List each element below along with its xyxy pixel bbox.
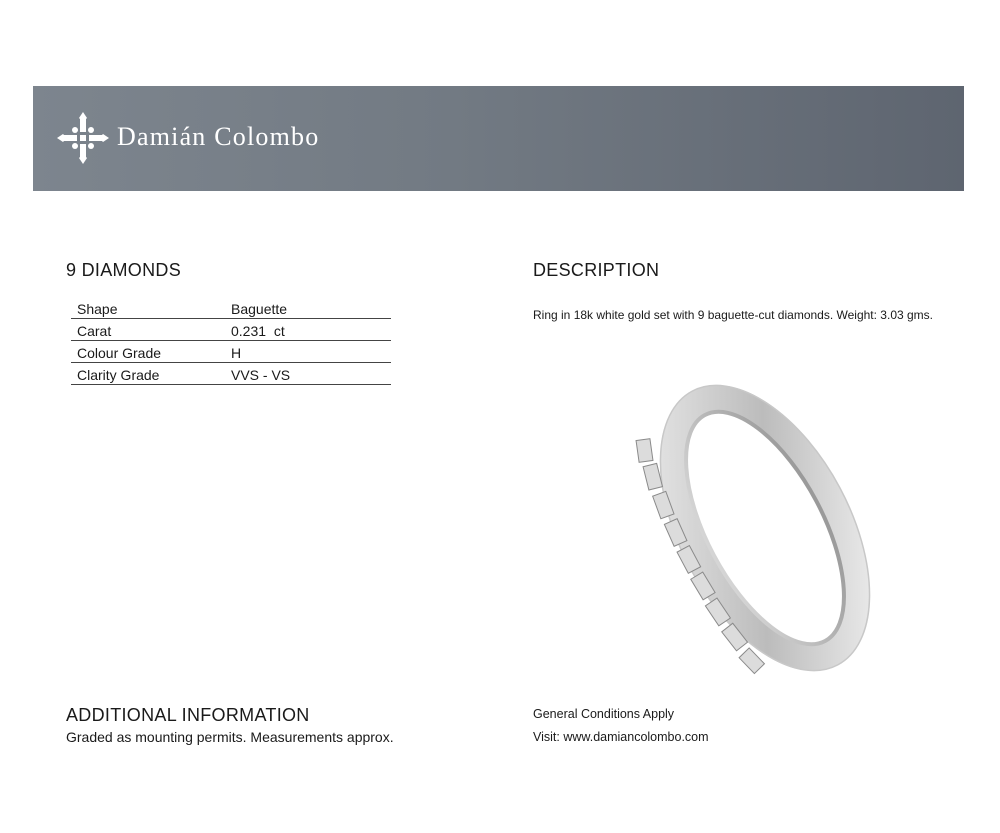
header-banner xyxy=(33,86,964,191)
ring-image xyxy=(625,378,905,678)
description-title: DESCRIPTION xyxy=(533,260,660,280)
diamonds-title: 9 DIAMONDS xyxy=(66,260,182,280)
spec-label: Clarity Grade xyxy=(71,363,225,385)
additional-info-title: ADDITIONAL INFORMATION xyxy=(66,705,310,725)
diamond-spec-table xyxy=(71,297,391,385)
website-link[interactable]: Visit: www.damiancolombo.com xyxy=(533,730,709,744)
fleur-cross-logo-icon xyxy=(55,110,111,166)
description-text: Ring in 18k white gold set with 9 baguette-cut diamonds. Weight: 3.03 gms. xyxy=(533,308,934,322)
table-row xyxy=(71,297,391,319)
additional-info-text: Graded as mounting permits. Measurements approx. xyxy=(66,729,394,745)
spec-label: Carat xyxy=(71,319,225,341)
spec-value: 0.231 ct xyxy=(225,319,391,341)
general-conditions-text: General Conditions Apply xyxy=(533,707,675,721)
brand-name: Damián Colombo xyxy=(117,122,320,151)
spec-value: VVS - VS xyxy=(225,363,391,385)
spec-label: Shape xyxy=(71,297,225,319)
spec-value: Baguette xyxy=(225,297,391,319)
table-row xyxy=(71,319,391,341)
spec-value: H xyxy=(225,341,391,363)
table-row xyxy=(71,363,391,385)
spec-label: Colour Grade xyxy=(71,341,225,363)
table-row xyxy=(71,341,391,363)
